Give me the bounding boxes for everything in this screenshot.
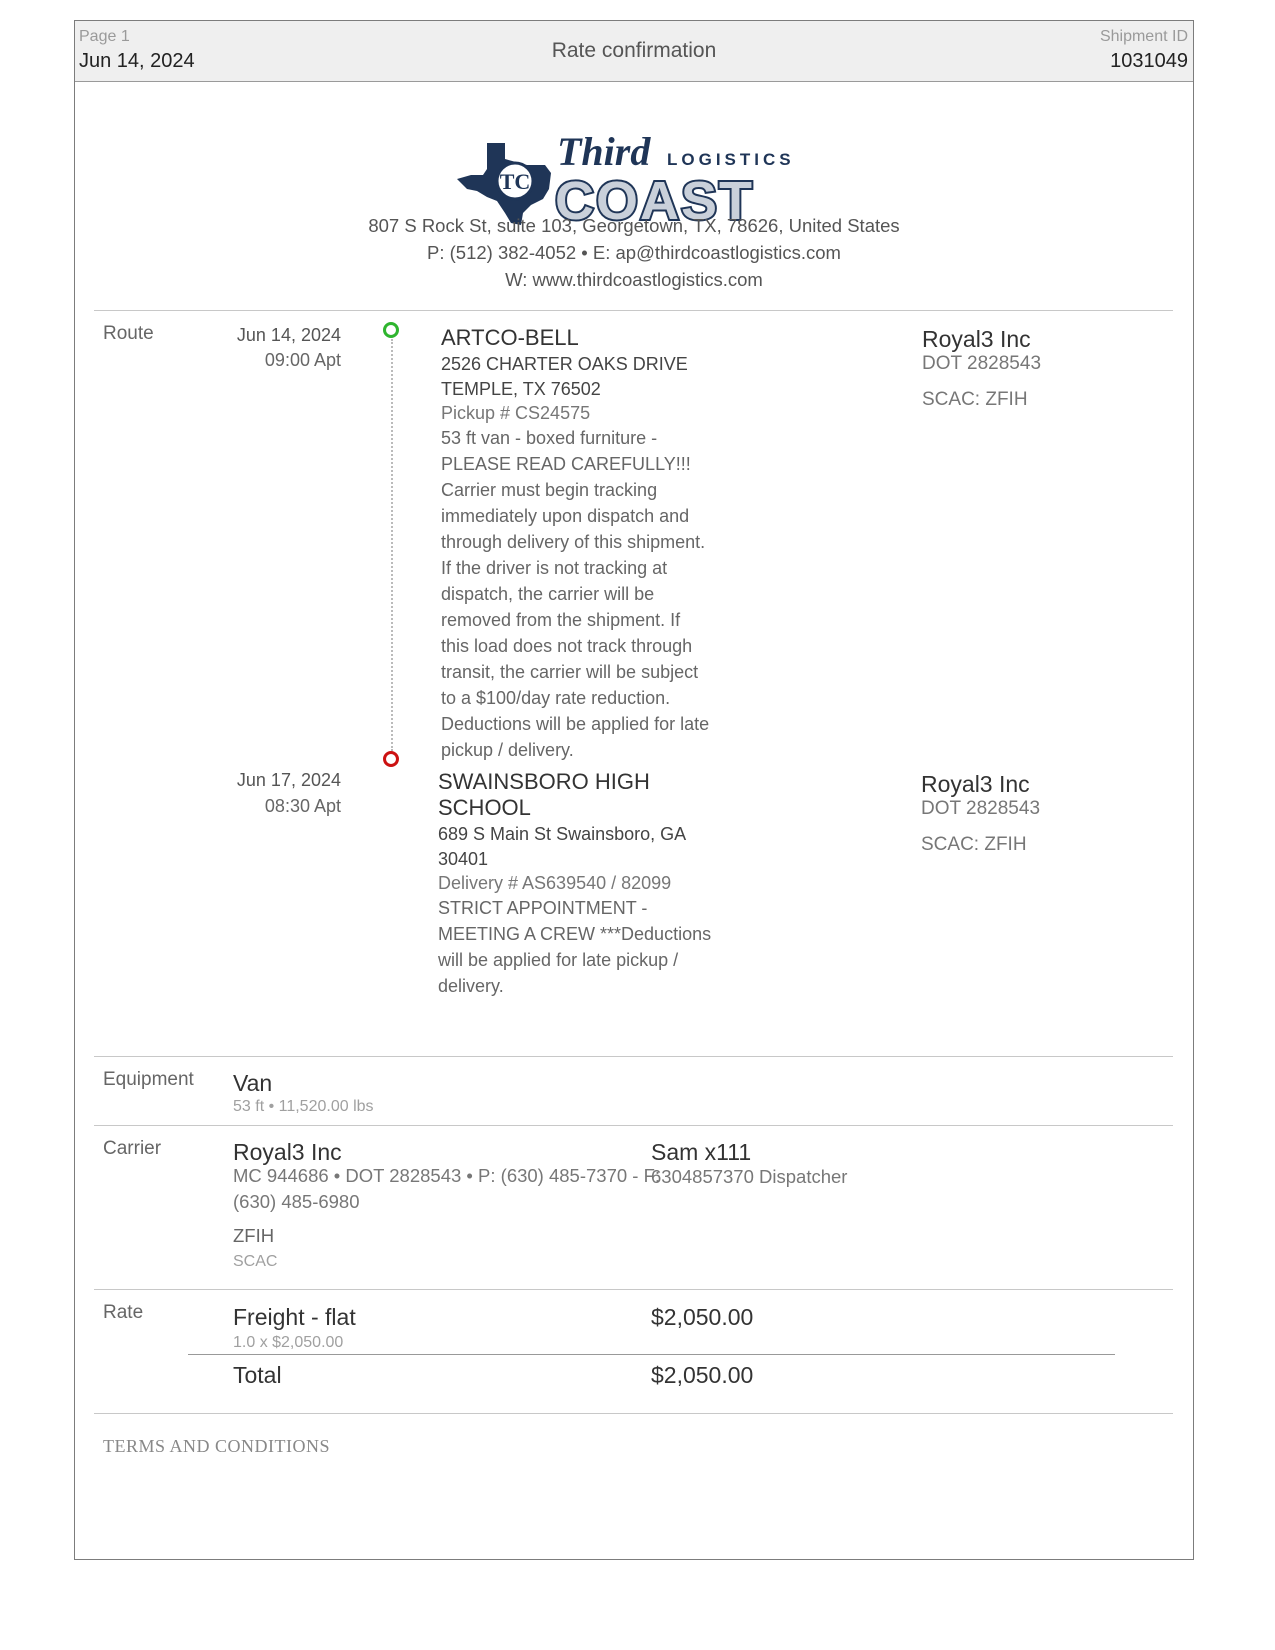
stop-name: ARTCO-BELL	[441, 325, 579, 350]
pickup-marker-icon	[383, 322, 399, 338]
logo-monogram: TC	[499, 169, 531, 194]
header-date: Jun 14, 2024	[79, 50, 195, 72]
carrier-contact-name: Sam x111	[651, 1139, 752, 1165]
stop-time: 08:30 Apt	[264, 796, 341, 816]
company-contact: P: (512) 382-4052 • E: ap@thirdcoastlogistics.com	[427, 242, 841, 263]
total-divider	[188, 1354, 1115, 1355]
total-amount: $2,050.00	[651, 1362, 754, 1388]
stop-notes: 53 ft van - boxed furniture - PLEASE READ CAREFULLY!!! Carrier must begin tracking immediately upon dispatch and through delivery of this shipment. If the driver is not tracking at dispatch, the carrier will be removed from the shipment. If this load does not track through transit, the carrier will be subject to a $100/day rate reduction. Deductions will be applied for late pickup / delivery.	[441, 428, 710, 760]
stop-name: SWAINSBORO HIGH SCHOOL	[438, 769, 650, 820]
rate-item-detail: 1.0 x $2,050.00	[233, 1334, 344, 1351]
divider	[94, 310, 1173, 311]
equipment-type: Van	[233, 1070, 273, 1096]
document-header	[75, 21, 1193, 82]
carrier-label: Carrier	[103, 1138, 162, 1159]
stop-time: 09:00 Apt	[264, 350, 341, 370]
stop-carrier-scac: SCAC: ZFIH	[921, 834, 1027, 855]
divider	[94, 1125, 1173, 1126]
rate-confirmation-document	[74, 20, 1194, 1560]
stop-address-line: 2526 CHARTER OAKS DRIVE	[441, 354, 688, 374]
company-website: W: www.thirdcoastlogistics.com	[505, 269, 763, 290]
stop-date: Jun 17, 2024	[236, 770, 341, 790]
stop-address-line: 689 S Main St Swainsboro, GA	[438, 824, 687, 844]
divider	[94, 1289, 1173, 1290]
stop-date: Jun 14, 2024	[236, 325, 341, 345]
carrier-info: MC 944686 • DOT 2828543 • P: (630) 485-7370 - F: (630) 485-6980	[233, 1165, 661, 1212]
logo-logistics-text: LOGISTICS	[667, 150, 795, 169]
carrier-name: Royal3 Inc	[233, 1139, 342, 1165]
stop-carrier-dot: DOT 2828543	[922, 353, 1042, 374]
equipment-label: Equipment	[103, 1069, 194, 1090]
equipment-details: 53 ft • 11,520.00 lbs	[233, 1098, 374, 1115]
route-connector-line	[391, 339, 393, 751]
rate-label: Rate	[103, 1302, 144, 1323]
logo-coast-text: COAST	[555, 171, 754, 229]
total-label: Total	[233, 1362, 282, 1388]
stop-carrier-dot: DOT 2828543	[921, 798, 1041, 819]
stop-address-line: TEMPLE, TX 76502	[441, 379, 601, 399]
carrier-contact-detail: 6304857370 Dispatcher	[651, 1166, 848, 1187]
divider	[94, 1413, 1173, 1414]
stop-address-line: 30401	[438, 849, 489, 869]
delivery-reference: Delivery # AS639540 / 82099	[438, 873, 672, 893]
carrier-scac-label: SCAC	[233, 1253, 278, 1270]
document-title: Rate confirmation	[551, 39, 717, 62]
carrier-scac: ZFIH	[233, 1225, 275, 1246]
stop-carrier-scac: SCAC: ZFIH	[922, 389, 1028, 410]
divider	[94, 1056, 1173, 1057]
company-logo	[453, 125, 815, 229]
rate-item-amount: $2,050.00	[651, 1304, 754, 1330]
shipment-id-label: Shipment ID	[1099, 28, 1188, 45]
rate-item: Freight - flat	[233, 1304, 356, 1330]
stop-carrier-name: Royal3 Inc	[922, 326, 1031, 352]
company-address: 807 S Rock St, suite 103, Georgetown, TX, 78626, United States	[368, 215, 900, 236]
route-label: Route	[103, 323, 154, 344]
pickup-reference: Pickup # CS24575	[441, 403, 591, 423]
delivery-marker-icon	[383, 751, 399, 767]
stop-notes: STRICT APPOINTMENT - MEETING A CREW ***Deductions will be applied for late pickup / delivery.	[438, 898, 712, 996]
terms-heading: TERMS AND CONDITIONS	[103, 1436, 331, 1456]
shipment-id: 1031049	[1110, 50, 1188, 72]
stop-carrier-name: Royal3 Inc	[921, 771, 1030, 797]
logo-third-text: Third	[557, 129, 651, 174]
page-label: Page 1	[79, 28, 130, 45]
